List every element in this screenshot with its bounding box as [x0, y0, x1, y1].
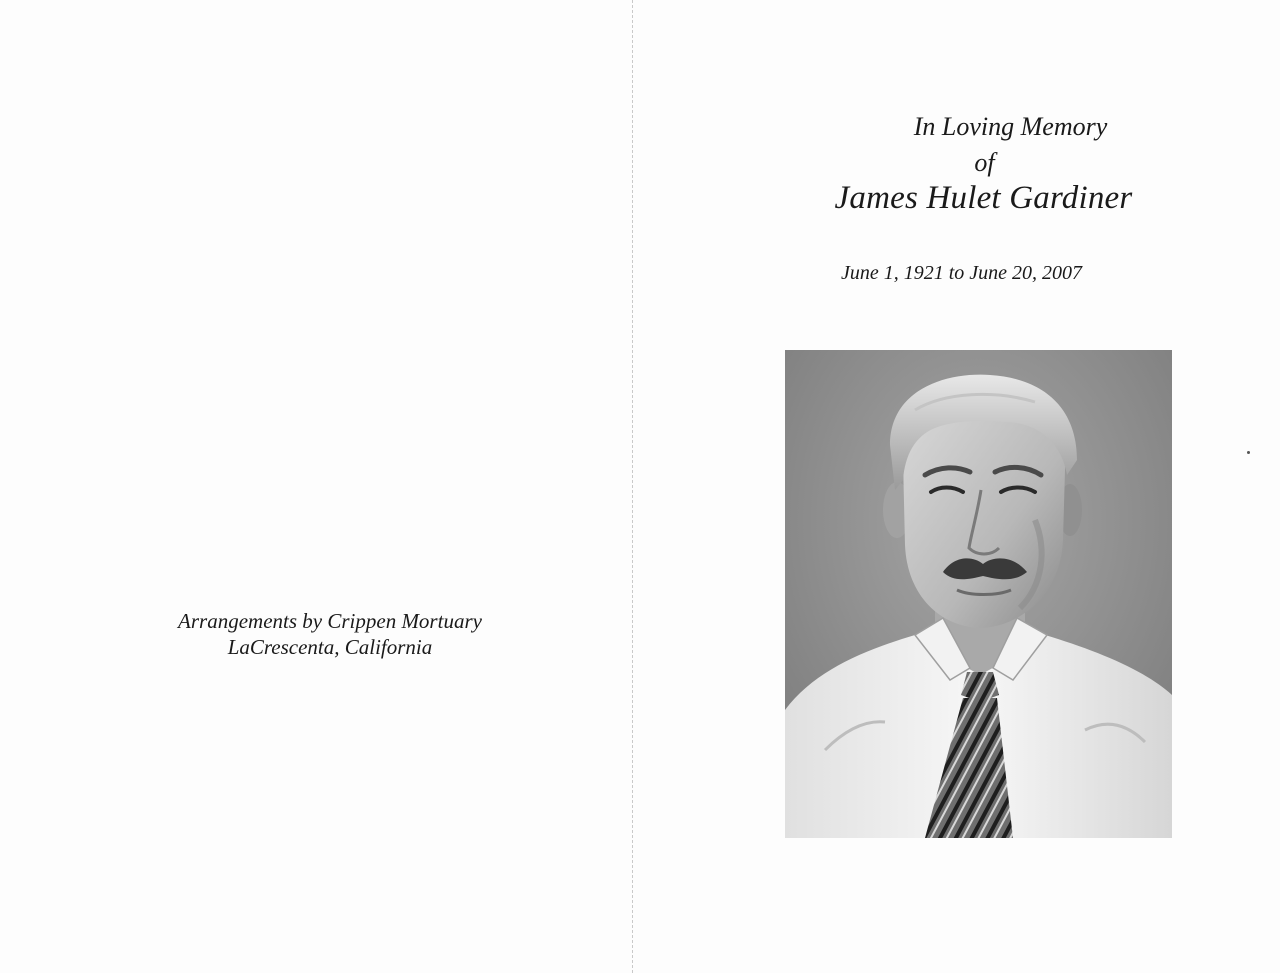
arrangements-text [60, 608, 600, 660]
portrait-photo [785, 350, 1172, 838]
front-panel [633, 0, 1280, 973]
portrait-illustration [785, 350, 1172, 838]
memorial-heading: In Loving Memory [913, 112, 1108, 141]
paper-speck [1247, 451, 1250, 454]
back-panel [0, 0, 632, 973]
arrangements-line-2: LaCrescenta, California [227, 635, 433, 659]
memorial-connector: of [974, 148, 995, 177]
arrangements-line-1: Arrangements by Crippen Mortuary [178, 609, 482, 633]
life-dates: June 1, 1921 to June 20, 2007 [840, 262, 1083, 284]
deceased-name: James Hulet Gardiner [834, 180, 1133, 216]
